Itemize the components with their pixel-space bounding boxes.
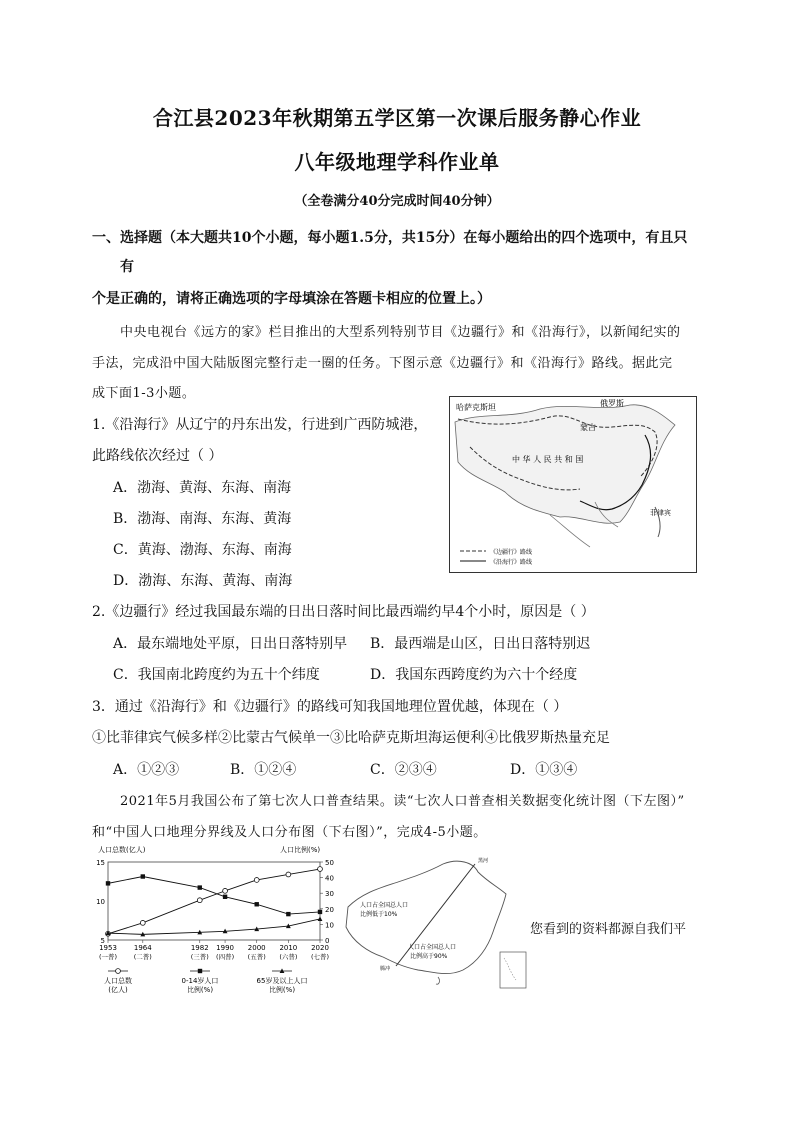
china-landmass bbox=[455, 405, 675, 523]
x-tick-label: 2010 bbox=[279, 944, 298, 952]
census-chart-svg bbox=[90, 842, 340, 1012]
square-marker bbox=[255, 902, 259, 906]
census-chart bbox=[90, 842, 340, 1012]
legend-label: 比例(%) bbox=[268, 986, 296, 994]
census-label: (四普) bbox=[216, 953, 235, 961]
circle-marker bbox=[223, 888, 228, 893]
east-label-2: 比例高于90% bbox=[410, 953, 448, 960]
square-marker bbox=[141, 874, 145, 878]
label-heihe: 黑河 bbox=[478, 858, 489, 864]
q2-option-d: D．我国东西跨度约为六十个经度 bbox=[370, 667, 578, 683]
route-map-svg bbox=[450, 397, 696, 572]
q3-items: ①比菲律宾气候多样②比蒙古气候单一③比哈萨克斯坦海运便利④比俄罗斯热量充足 bbox=[92, 730, 610, 746]
label-tengchong: 腾冲 bbox=[380, 966, 391, 972]
population-map-svg bbox=[338, 852, 530, 992]
right-axis-title: 人口比例(%) bbox=[280, 846, 321, 854]
square-marker bbox=[286, 912, 290, 916]
square-marker bbox=[198, 969, 202, 973]
right-tick-label: 20 bbox=[325, 905, 334, 914]
census-label: (六普) bbox=[279, 953, 298, 961]
right-tick-label: 0 bbox=[325, 937, 330, 945]
legend-label: 65岁及以上人口 bbox=[256, 977, 308, 985]
legend-label: 人口总数 bbox=[104, 977, 132, 985]
q3-stem: 3．通过《沿海行》和《边疆行》的路线可知我国地理位置优越，体现在（ ） bbox=[92, 699, 568, 715]
q3-option-b: B．①②④ bbox=[230, 762, 297, 778]
census-label: (三普) bbox=[190, 953, 209, 961]
label-kazakhstan: 哈萨克斯坦 bbox=[456, 403, 496, 412]
population-map bbox=[338, 852, 530, 992]
square-marker bbox=[198, 885, 202, 889]
hainan-island bbox=[436, 977, 439, 984]
census-label: (七普) bbox=[310, 953, 330, 961]
label-philippines: 菲律宾 bbox=[650, 509, 671, 517]
label-mongolia: 蒙古 bbox=[580, 423, 596, 432]
census-label: (一普) bbox=[98, 953, 118, 961]
intro-paragraph-line: 中央电视台《远方的家》栏目推出的大型系列特别节目《边疆行》和《沿海行》，以新闻纪实的 bbox=[120, 325, 681, 340]
q3-option-d: D．①③④ bbox=[510, 762, 578, 778]
square-marker bbox=[223, 895, 227, 899]
right-tick-label: 10 bbox=[325, 921, 334, 930]
x-tick-label: 1953 bbox=[99, 944, 117, 952]
left-tick-label: 5 bbox=[100, 937, 105, 945]
x-tick-label: 2000 bbox=[247, 944, 266, 952]
score-note: （全卷满分40分完成时间40分钟） bbox=[294, 194, 500, 209]
side-promo-text: 您看到的资料都源自我们平 bbox=[530, 922, 687, 937]
q2-option-b: B．最西端是山区，日出日落特别迟 bbox=[370, 636, 591, 652]
legend-label: 比例(%) bbox=[186, 986, 214, 994]
left-axis-title: 人口总数(亿人) bbox=[98, 846, 146, 854]
q1-option-c: C．黄海、渤海、东海、南海 bbox=[113, 542, 292, 558]
q1-option-b: B．渤海、南海、东海、黄海 bbox=[113, 511, 292, 527]
east-label-1: 人口占全国总人口 bbox=[408, 944, 457, 951]
q2-option-c: C．我国南北跨度约为五十个纬度 bbox=[113, 667, 320, 683]
south-china-sea-inset bbox=[500, 952, 526, 988]
triangle-marker bbox=[318, 916, 323, 921]
section-heading-cont2: 个是正确的，请将正确选项的字母填涂在答题卡相应的位置上。） bbox=[92, 291, 491, 307]
x-tick-label: 1982 bbox=[190, 944, 209, 952]
section-heading-cont: 有 bbox=[120, 259, 134, 275]
west-label-2: 比例低于10% bbox=[360, 911, 398, 918]
legend-border-label: 《边疆行》路线 bbox=[490, 549, 533, 556]
q1-stem: 1.《沿海行》从辽宁的丹东出发，行进到广西防城港， bbox=[92, 417, 428, 433]
page-subtitle: 八年级地理学科作业单 bbox=[294, 150, 500, 174]
square-marker bbox=[318, 910, 322, 914]
q1-stem-cont: 此路线依次经过（ ） bbox=[92, 448, 223, 464]
q1-option-a: A．渤海、黄海、东海、南海 bbox=[113, 480, 292, 496]
right-tick-label: 30 bbox=[325, 890, 334, 899]
x-tick-label: 2020 bbox=[311, 944, 329, 952]
circle-marker bbox=[140, 920, 145, 925]
page-title: 合江县2023年秋期第五学区第一次课后服务静心作业 bbox=[152, 106, 642, 130]
legend-coast-label: 《沿海行》路线 bbox=[490, 559, 533, 566]
route-map bbox=[449, 396, 697, 573]
label-russia: 俄罗斯 bbox=[600, 399, 624, 408]
x-tick-label: 1990 bbox=[216, 944, 234, 952]
intro2-line: 2021年5月我国公布了第七次人口普查结果。读“七次人口普查相关数据变化统计图（下左图）” bbox=[120, 794, 685, 809]
circle-marker bbox=[197, 898, 202, 903]
left-tick-label: 15 bbox=[96, 859, 105, 867]
right-tick-label: 40 bbox=[325, 874, 334, 883]
q3-option-a: A．①②③ bbox=[113, 762, 180, 778]
q2-option-a: A．最东端地处平原，日出日落特别早 bbox=[113, 636, 348, 652]
circle-marker bbox=[254, 878, 259, 883]
x-tick-label: 1964 bbox=[133, 944, 152, 952]
q3-option-c: C．②③④ bbox=[370, 762, 437, 778]
legend-label: (亿人) bbox=[108, 986, 128, 994]
left-tick-label: 10 bbox=[96, 898, 105, 906]
q1-option-d: D．渤海、东海、黄海、南海 bbox=[113, 573, 293, 589]
intro-paragraph-line: 手法，完成沿中国大陆版图完整行走一圈的任务。下图示意《边疆行》和《沿海行》路线。据此完 bbox=[92, 356, 673, 371]
west-label-1: 人口占全国总人口 bbox=[360, 902, 409, 909]
q2-stem: 2.《边疆行》经过我国最东端的日出日落时间比最西端约早4个小时，原因是（ ） bbox=[92, 604, 595, 620]
census-label: (二普) bbox=[133, 953, 152, 961]
intro2-line: 和“中国人口地理分界线及人口分布图（下右图）”，完成4-5小题。 bbox=[92, 825, 487, 840]
right-tick-label: 50 bbox=[325, 859, 334, 867]
circle-marker bbox=[116, 969, 121, 974]
census-label: (五普) bbox=[247, 953, 266, 961]
circle-marker bbox=[318, 867, 323, 872]
section-heading: 一、选择题（本大题共10个小题，每小题1.5分，共15分）在每小题给出的四个选项中，有且只 bbox=[92, 230, 688, 246]
intro-paragraph-line: 成下面1-3小题。 bbox=[92, 386, 196, 401]
legend-label: 0-14岁人口 bbox=[181, 977, 219, 985]
square-marker bbox=[106, 881, 110, 885]
circle-marker bbox=[286, 872, 291, 877]
label-china: 中 华 人 民 共 和 国 bbox=[512, 455, 584, 464]
